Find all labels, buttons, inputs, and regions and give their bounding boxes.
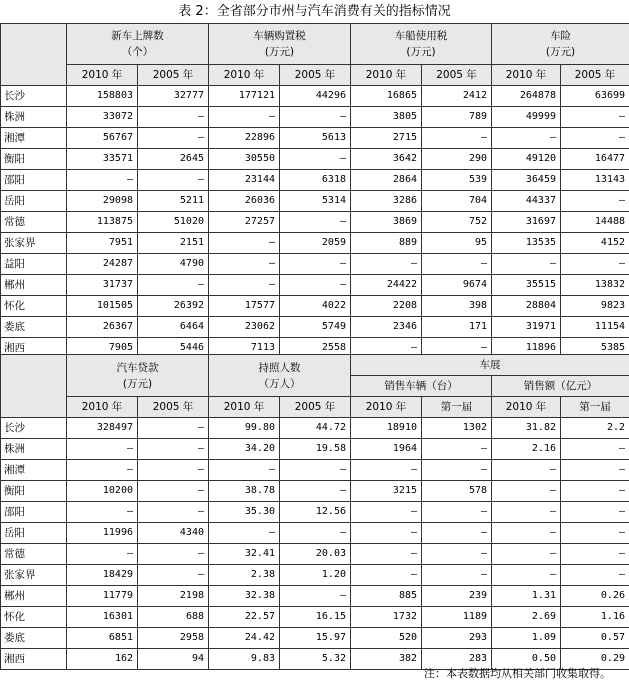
- value-cell: 0.50: [492, 649, 561, 670]
- value-cell: 31737: [67, 275, 138, 296]
- group-header-auto-loans: [67, 355, 209, 397]
- value-cell: 18429: [67, 565, 138, 586]
- value-cell: 5613: [280, 128, 351, 149]
- value-cell: 1.16: [561, 607, 629, 628]
- value-cell: 17577: [209, 296, 280, 317]
- value-cell: 2.2: [561, 418, 629, 439]
- value-cell: 2346: [351, 317, 422, 338]
- value-cell: —: [209, 275, 280, 296]
- value-cell: 101505: [67, 296, 138, 317]
- value-cell: —: [209, 233, 280, 254]
- value-cell: 7951: [67, 233, 138, 254]
- value-cell: 35515: [492, 275, 561, 296]
- value-cell: —: [351, 460, 422, 481]
- table-row: [1, 233, 629, 254]
- value-cell: 0.29: [561, 649, 629, 670]
- table-row: [1, 254, 629, 275]
- value-cell: 3642: [351, 149, 422, 170]
- value-cell: 0.57: [561, 628, 629, 649]
- table-row: [1, 628, 629, 649]
- value-cell: 520: [351, 628, 422, 649]
- value-cell: 31.82: [492, 418, 561, 439]
- table-row: [1, 317, 629, 338]
- value-cell: 9674: [422, 275, 492, 296]
- value-cell: 328497: [67, 418, 138, 439]
- value-cell: 11896: [492, 338, 561, 359]
- value-cell: —: [561, 128, 629, 149]
- value-cell: —: [492, 460, 561, 481]
- value-cell: 1732: [351, 607, 422, 628]
- value-cell: —: [209, 107, 280, 128]
- table-row: [1, 86, 629, 107]
- year-header: 2010 年: [351, 397, 422, 418]
- city-name: 郴州: [1, 586, 67, 607]
- value-cell: —: [138, 460, 209, 481]
- value-cell: 36459: [492, 170, 561, 191]
- value-cell: 33072: [67, 107, 138, 128]
- value-cell: 6851: [67, 628, 138, 649]
- value-cell: 35.30: [209, 502, 280, 523]
- value-cell: —: [280, 275, 351, 296]
- group-header-row: [1, 24, 629, 65]
- city-name: 长沙: [1, 86, 67, 107]
- year-header: 2010 年: [67, 65, 138, 86]
- city-name: 怀化: [1, 607, 67, 628]
- value-cell: 18910: [351, 418, 422, 439]
- value-cell: 24422: [351, 275, 422, 296]
- value-cell: 264878: [492, 86, 561, 107]
- city-name: 湘西: [1, 649, 67, 670]
- year-header: 2005 年: [561, 65, 629, 86]
- value-cell: —: [67, 460, 138, 481]
- city-name: 岳阳: [1, 523, 67, 544]
- value-cell: —: [561, 502, 629, 523]
- year-header: 2010 年: [492, 65, 561, 86]
- value-cell: 7905: [67, 338, 138, 359]
- table-row: [1, 418, 629, 439]
- table-row: [1, 212, 629, 233]
- value-cell: —: [138, 418, 209, 439]
- year-header: 2005 年: [280, 397, 351, 418]
- value-cell: 29098: [67, 191, 138, 212]
- value-cell: —: [351, 544, 422, 565]
- value-cell: —: [492, 254, 561, 275]
- group-unit: （万人）: [258, 377, 301, 390]
- value-cell: 32777: [138, 86, 209, 107]
- value-cell: 5.32: [280, 649, 351, 670]
- value-cell: 704: [422, 191, 492, 212]
- value-cell: 13832: [561, 275, 629, 296]
- value-cell: —: [422, 338, 492, 359]
- group-label: 车船使用税: [394, 30, 448, 42]
- group-header-new-registrations: [67, 24, 209, 65]
- value-cell: 1302: [422, 418, 492, 439]
- year-header: 第一届: [422, 397, 492, 418]
- value-cell: —: [492, 481, 561, 502]
- year-header-row: [1, 397, 629, 418]
- value-cell: —: [351, 565, 422, 586]
- value-cell: —: [138, 107, 209, 128]
- city-name: 衡阳: [1, 481, 67, 502]
- value-cell: —: [138, 439, 209, 460]
- value-cell: —: [209, 523, 280, 544]
- value-cell: 49120: [492, 149, 561, 170]
- value-cell: 2208: [351, 296, 422, 317]
- subgroup-header-sales-amount: 销售额（亿元）: [492, 376, 629, 397]
- value-cell: —: [561, 544, 629, 565]
- value-cell: 6318: [280, 170, 351, 191]
- value-cell: —: [67, 544, 138, 565]
- value-cell: 1.31: [492, 586, 561, 607]
- table-row: [1, 170, 629, 191]
- value-cell: 2.38: [209, 565, 280, 586]
- value-cell: —: [138, 170, 209, 191]
- value-cell: 26367: [67, 317, 138, 338]
- city-name: 郴州: [1, 275, 67, 296]
- value-cell: 5749: [280, 317, 351, 338]
- year-header: 第一届: [561, 397, 629, 418]
- value-cell: 49999: [492, 107, 561, 128]
- value-cell: 2.69: [492, 607, 561, 628]
- city-name: 邵阳: [1, 170, 67, 191]
- value-cell: —: [67, 502, 138, 523]
- year-header: 2010 年: [351, 65, 422, 86]
- value-cell: 1189: [422, 607, 492, 628]
- year-header: 2005 年: [422, 65, 492, 86]
- value-cell: 4022: [280, 296, 351, 317]
- value-cell: 56767: [67, 128, 138, 149]
- city-name: 岳阳: [1, 191, 67, 212]
- value-cell: 44296: [280, 86, 351, 107]
- value-cell: 2715: [351, 128, 422, 149]
- value-cell: 1964: [351, 439, 422, 460]
- city-name: 张家界: [1, 565, 67, 586]
- year-header: 2010 年: [67, 397, 138, 418]
- city-name: 益阳: [1, 254, 67, 275]
- city-name: 长沙: [1, 418, 67, 439]
- value-cell: 2558: [280, 338, 351, 359]
- value-cell: 24.42: [209, 628, 280, 649]
- value-cell: 34.20: [209, 439, 280, 460]
- value-cell: 113875: [67, 212, 138, 233]
- group-header-auto-expo: 车展: [351, 355, 629, 376]
- value-cell: —: [280, 523, 351, 544]
- year-header-row: [1, 65, 629, 86]
- value-cell: 51020: [138, 212, 209, 233]
- value-cell: 290: [422, 149, 492, 170]
- value-cell: 2645: [138, 149, 209, 170]
- corner-cell: [1, 355, 67, 418]
- table-row: [1, 296, 629, 317]
- value-cell: —: [138, 565, 209, 586]
- city-name: 株洲: [1, 107, 67, 128]
- value-cell: 293: [422, 628, 492, 649]
- value-cell: 16.15: [280, 607, 351, 628]
- value-cell: —: [422, 523, 492, 544]
- value-cell: 14488: [561, 212, 629, 233]
- table-2-body: [1, 418, 629, 670]
- group-unit: (万元): [545, 46, 576, 58]
- value-cell: —: [561, 460, 629, 481]
- city-name: 怀化: [1, 296, 67, 317]
- value-cell: 5446: [138, 338, 209, 359]
- value-cell: —: [351, 254, 422, 275]
- value-cell: 789: [422, 107, 492, 128]
- value-cell: 5314: [280, 191, 351, 212]
- value-cell: 9.83: [209, 649, 280, 670]
- value-cell: 0.26: [561, 586, 629, 607]
- value-cell: —: [67, 170, 138, 191]
- value-cell: 15.97: [280, 628, 351, 649]
- value-cell: 5211: [138, 191, 209, 212]
- value-cell: —: [209, 254, 280, 275]
- table-row: [1, 502, 629, 523]
- value-cell: 2958: [138, 628, 209, 649]
- value-cell: 889: [351, 233, 422, 254]
- year-header: 2010 年: [209, 65, 280, 86]
- city-name: 常德: [1, 544, 67, 565]
- value-cell: 3286: [351, 191, 422, 212]
- value-cell: —: [561, 107, 629, 128]
- value-cell: —: [561, 254, 629, 275]
- table-row: [1, 107, 629, 128]
- value-cell: —: [422, 460, 492, 481]
- value-cell: 239: [422, 586, 492, 607]
- value-cell: 1.20: [280, 565, 351, 586]
- group-header-license-holders: [209, 355, 351, 397]
- value-cell: 26036: [209, 191, 280, 212]
- city-name: 湘潭: [1, 128, 67, 149]
- value-cell: 20.03: [280, 544, 351, 565]
- value-cell: 3869: [351, 212, 422, 233]
- value-cell: 11996: [67, 523, 138, 544]
- value-cell: 13143: [561, 170, 629, 191]
- value-cell: 99.80: [209, 418, 280, 439]
- year-header: 2005 年: [280, 65, 351, 86]
- value-cell: 63699: [561, 86, 629, 107]
- value-cell: —: [492, 544, 561, 565]
- value-cell: 33571: [67, 149, 138, 170]
- table-row: [1, 586, 629, 607]
- value-cell: 11779: [67, 586, 138, 607]
- group-header-vehicle-tax: [351, 24, 492, 65]
- auto-indicators-table-2: [0, 354, 629, 670]
- value-cell: 24287: [67, 254, 138, 275]
- value-cell: —: [351, 502, 422, 523]
- year-header: 2005 年: [138, 397, 209, 418]
- value-cell: 9823: [561, 296, 629, 317]
- value-cell: 26392: [138, 296, 209, 317]
- table-row: [1, 149, 629, 170]
- city-name: 邵阳: [1, 502, 67, 523]
- value-cell: 578: [422, 481, 492, 502]
- value-cell: 31697: [492, 212, 561, 233]
- value-cell: 94: [138, 649, 209, 670]
- value-cell: —: [492, 523, 561, 544]
- value-cell: —: [422, 439, 492, 460]
- value-cell: 27257: [209, 212, 280, 233]
- value-cell: 177121: [209, 86, 280, 107]
- year-header: 2005 年: [138, 65, 209, 86]
- group-unit: (万元): [122, 377, 153, 390]
- value-cell: 22.57: [209, 607, 280, 628]
- group-label: 车险: [550, 30, 571, 42]
- corner-cell: [1, 24, 67, 86]
- value-cell: 398: [422, 296, 492, 317]
- group-unit: （个）: [121, 46, 154, 58]
- table-row: [1, 275, 629, 296]
- table-1-body: [1, 86, 629, 359]
- value-cell: 2198: [138, 586, 209, 607]
- value-cell: —: [561, 565, 629, 586]
- value-cell: —: [422, 254, 492, 275]
- value-cell: 382: [351, 649, 422, 670]
- value-cell: 283: [422, 649, 492, 670]
- value-cell: 23062: [209, 317, 280, 338]
- city-name: 张家界: [1, 233, 67, 254]
- value-cell: 22896: [209, 128, 280, 149]
- value-cell: 752: [422, 212, 492, 233]
- value-cell: 4340: [138, 523, 209, 544]
- group-unit: (万元): [264, 46, 295, 58]
- value-cell: —: [351, 338, 422, 359]
- table-row: [1, 481, 629, 502]
- group-unit: (万元): [406, 46, 436, 58]
- city-name: 娄底: [1, 317, 67, 338]
- value-cell: 12.56: [280, 502, 351, 523]
- value-cell: —: [138, 481, 209, 502]
- value-cell: 44337: [492, 191, 561, 212]
- city-name: 湘西: [1, 338, 67, 359]
- value-cell: —: [138, 544, 209, 565]
- group-label: 汽车贷款: [116, 361, 159, 374]
- value-cell: 2151: [138, 233, 209, 254]
- footnote: 注：本表数据均从相关部门收集取得。: [424, 667, 611, 680]
- city-name: 株洲: [1, 439, 67, 460]
- value-cell: —: [422, 565, 492, 586]
- value-cell: 31971: [492, 317, 561, 338]
- auto-indicators-table-1: [0, 23, 629, 359]
- value-cell: —: [561, 523, 629, 544]
- value-cell: 16477: [561, 149, 629, 170]
- value-cell: 16865: [351, 86, 422, 107]
- value-cell: 162: [67, 649, 138, 670]
- value-cell: 539: [422, 170, 492, 191]
- value-cell: 38.78: [209, 481, 280, 502]
- group-header-row: [1, 355, 629, 376]
- value-cell: —: [561, 481, 629, 502]
- value-cell: 7113: [209, 338, 280, 359]
- value-cell: —: [138, 275, 209, 296]
- table-row: [1, 607, 629, 628]
- value-cell: —: [422, 502, 492, 523]
- value-cell: —: [280, 460, 351, 481]
- value-cell: 2864: [351, 170, 422, 191]
- group-header-insurance: [492, 24, 629, 65]
- value-cell: 3215: [351, 481, 422, 502]
- value-cell: 885: [351, 586, 422, 607]
- value-cell: —: [280, 212, 351, 233]
- city-name: 湘潭: [1, 460, 67, 481]
- city-name: 常德: [1, 212, 67, 233]
- table-row: [1, 439, 629, 460]
- group-header-purchase-tax: [209, 24, 351, 65]
- value-cell: —: [280, 107, 351, 128]
- value-cell: 32.38: [209, 586, 280, 607]
- value-cell: —: [138, 502, 209, 523]
- value-cell: 2059: [280, 233, 351, 254]
- year-header: 2010 年: [209, 397, 280, 418]
- table-row: [1, 523, 629, 544]
- city-name: 娄底: [1, 628, 67, 649]
- table-row: [1, 565, 629, 586]
- value-cell: 6464: [138, 317, 209, 338]
- value-cell: —: [492, 565, 561, 586]
- value-cell: 3805: [351, 107, 422, 128]
- subgroup-header-vehicles-sold: 销售车辆（台）: [351, 376, 492, 397]
- table-row: [1, 544, 629, 565]
- table-row: [1, 191, 629, 212]
- value-cell: 171: [422, 317, 492, 338]
- table-row: [1, 128, 629, 149]
- value-cell: 32.41: [209, 544, 280, 565]
- value-cell: 2.16: [492, 439, 561, 460]
- year-header: 2010 年: [492, 397, 561, 418]
- group-label: 新车上牌数: [111, 30, 164, 42]
- value-cell: —: [280, 481, 351, 502]
- value-cell: 10200: [67, 481, 138, 502]
- value-cell: —: [280, 149, 351, 170]
- value-cell: 16301: [67, 607, 138, 628]
- value-cell: 28804: [492, 296, 561, 317]
- value-cell: 158803: [67, 86, 138, 107]
- value-cell: —: [280, 586, 351, 607]
- value-cell: —: [67, 439, 138, 460]
- value-cell: —: [492, 128, 561, 149]
- value-cell: 44.72: [280, 418, 351, 439]
- group-label: 持照人数: [258, 361, 301, 374]
- value-cell: 2412: [422, 86, 492, 107]
- value-cell: 1.09: [492, 628, 561, 649]
- value-cell: —: [561, 191, 629, 212]
- value-cell: —: [351, 523, 422, 544]
- value-cell: 30550: [209, 149, 280, 170]
- value-cell: 13535: [492, 233, 561, 254]
- value-cell: 11154: [561, 317, 629, 338]
- value-cell: 23144: [209, 170, 280, 191]
- value-cell: 4152: [561, 233, 629, 254]
- value-cell: 4790: [138, 254, 209, 275]
- value-cell: 95: [422, 233, 492, 254]
- value-cell: 688: [138, 607, 209, 628]
- value-cell: —: [422, 128, 492, 149]
- value-cell: —: [492, 502, 561, 523]
- group-label: 车辆购置税: [253, 30, 306, 42]
- value-cell: —: [280, 254, 351, 275]
- page-title: 表 2：全省部分市州与汽车消费有关的指标情况: [178, 4, 451, 19]
- table-row: [1, 460, 629, 481]
- value-cell: 5385: [561, 338, 629, 359]
- city-name: 衡阳: [1, 149, 67, 170]
- value-cell: —: [138, 128, 209, 149]
- value-cell: —: [422, 544, 492, 565]
- value-cell: —: [561, 439, 629, 460]
- value-cell: —: [209, 460, 280, 481]
- value-cell: 19.58: [280, 439, 351, 460]
